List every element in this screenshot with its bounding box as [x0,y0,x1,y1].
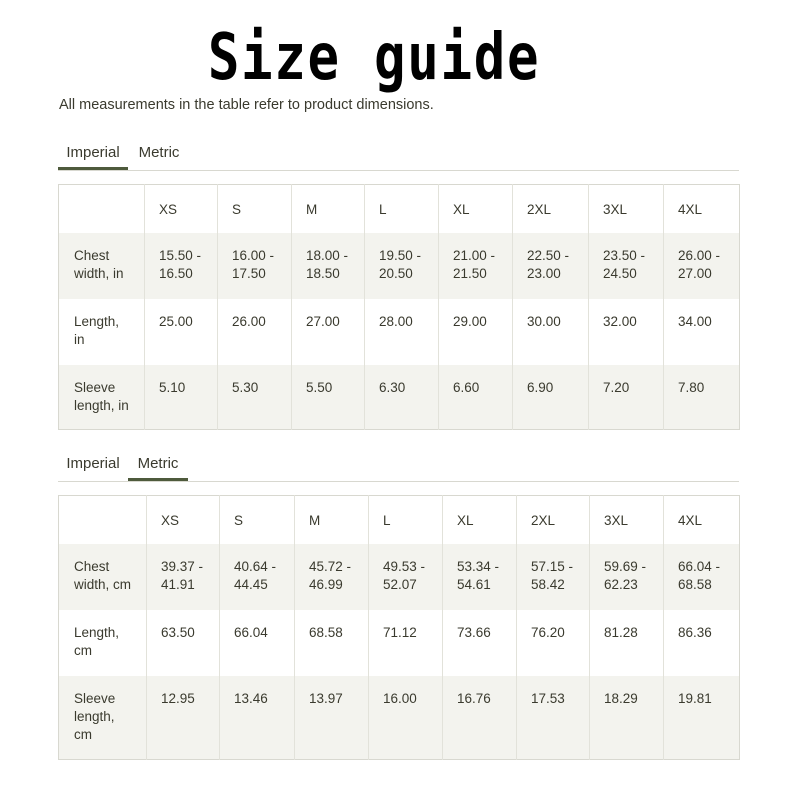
table-row [59,299,740,365]
size-header-cell: S [220,496,295,544]
page-subtitle: All measurements in the table refer to product dimensions. [59,97,434,113]
measurement-cell [218,365,292,430]
row-label-line: Chest [74,247,110,263]
size-header-cell: 4XL [664,496,740,544]
measurement-value: 30.00 [527,313,561,329]
unit-tabs-imperial [58,140,739,171]
measurement-value: 21.00 - [453,247,496,263]
size-header-row [59,185,740,233]
measurement-cell [365,365,439,430]
measurement-value: 39.37 - [161,558,204,574]
measurement-value: 63.50 [161,624,195,640]
tab-imperial[interactable]: Imperial [66,455,120,472]
size-header-cell: 3XL [589,185,664,233]
measurement-value: 6.90 [527,379,554,395]
measurement-value: 58.42 [531,576,565,592]
measurement-cell [439,233,513,299]
measurement-value: 5.30 [232,379,259,395]
measurement-cell [590,610,664,676]
measurement-cell [664,233,740,299]
measurement-value: 73.66 [457,624,491,640]
measurement-value: 5.10 [159,379,186,395]
measurement-value: 7.20 [603,379,630,395]
measurement-cell [369,676,443,760]
row-label-line: Sleeve [74,379,116,395]
measurement-value: 76.20 [531,624,565,640]
row-label [59,610,147,676]
measurement-cell [292,365,365,430]
measurement-cell [443,610,517,676]
size-header-cell: 4XL [664,185,740,233]
measurement-value: 81.28 [604,624,638,640]
measurement-value: 19.81 [678,690,712,706]
row-label [59,544,147,610]
row-label-line: Length, [74,624,120,640]
measurement-value: 57.15 - [531,558,574,574]
measurement-cell [590,544,664,610]
size-header-cell: XL [439,185,513,233]
header-corner-cell [59,496,147,544]
measurement-value: 86.36 [678,624,712,640]
measurement-value: 12.95 [161,690,195,706]
measurement-value: 21.50 [453,265,487,281]
measurement-value: 52.07 [383,576,417,592]
measurement-cell [292,299,365,365]
measurement-cell [147,544,220,610]
measurement-value: 68.58 [309,624,343,640]
measurement-cell [517,610,590,676]
measurement-cell [295,544,369,610]
measurement-value: 20.50 [379,265,413,281]
measurement-cell [513,365,589,430]
measurement-cell [590,676,664,760]
measurement-value: 18.00 - [306,247,349,263]
measurement-value: 26.00 - [678,247,721,263]
measurement-cell [369,544,443,610]
measurement-value: 66.04 [234,624,268,640]
measurement-cell [513,299,589,365]
measurement-cell [439,299,513,365]
table-row [59,610,740,676]
size-header-cell: 2XL [513,185,589,233]
size-table-metric [58,495,740,760]
size-header-cell: S [218,185,292,233]
row-label-line: length, [74,708,115,724]
row-label [59,299,145,365]
measurement-cell [589,299,664,365]
row-label-line: width, in [74,265,124,281]
size-header-cell: M [295,496,369,544]
measurement-value: 71.12 [383,624,417,640]
measurement-cell [220,544,295,610]
measurement-value: 41.91 [161,576,195,592]
table-row [59,233,740,299]
measurement-cell [147,610,220,676]
measurement-cell [365,299,439,365]
measurement-value: 16.00 [383,690,417,706]
measurement-value: 68.58 [678,576,712,592]
measurement-cell [295,610,369,676]
measurement-value: 13.46 [234,690,268,706]
measurement-value: 54.61 [457,576,491,592]
measurement-cell [664,610,740,676]
row-label-line: in [74,331,85,347]
measurement-cell [145,365,218,430]
size-header-cell: XL [443,496,517,544]
measurement-value: 15.50 - [159,247,202,263]
measurement-cell [220,610,295,676]
measurement-cell [664,544,740,610]
measurement-cell [365,233,439,299]
measurement-value: 24.50 [603,265,637,281]
measurement-cell [292,233,365,299]
size-header-cell: XS [147,496,220,544]
measurement-value: 25.00 [159,313,193,329]
row-label [59,676,147,760]
table-row [59,676,740,760]
size-header-cell: XS [145,185,218,233]
measurement-value: 27.00 [306,313,340,329]
measurement-value: 16.50 [159,265,193,281]
measurement-cell [589,365,664,430]
measurement-cell [664,676,740,760]
measurement-value: 40.64 - [234,558,277,574]
row-label-line: Chest [74,558,110,574]
measurement-value: 19.50 - [379,247,422,263]
measurement-cell [369,610,443,676]
measurement-cell [147,676,220,760]
measurement-cell [295,676,369,760]
unit-tabs-metric [58,451,739,482]
measurement-cell [439,365,513,430]
measurement-cell [145,299,218,365]
header-corner-cell [59,185,145,233]
tab-imperial[interactable]: Imperial [58,140,128,168]
measurement-value: 66.04 - [678,558,721,574]
tab-metric[interactable]: Metric [138,144,180,161]
size-header-cell: 3XL [590,496,664,544]
measurement-value: 49.53 - [383,558,426,574]
row-label [59,365,145,430]
measurement-value: 17.50 [232,265,266,281]
tab-metric[interactable]: Metric [128,451,188,479]
size-header-row [59,496,740,544]
measurement-cell [664,299,740,365]
row-label-line: width, cm [74,576,132,592]
measurement-value: 23.00 [527,265,561,281]
table-row [59,365,740,430]
measurement-value: 62.23 [604,576,638,592]
measurement-value: 29.00 [453,313,487,329]
measurement-value: 17.53 [531,690,565,706]
measurement-cell [589,233,664,299]
measurement-value: 32.00 [603,313,637,329]
measurement-value: 18.50 [306,265,340,281]
size-header-cell: L [369,496,443,544]
row-label [59,233,145,299]
measurement-cell [220,676,295,760]
measurement-value: 16.76 [457,690,491,706]
measurement-value: 7.80 [678,379,705,395]
measurement-cell [145,233,218,299]
row-label-line: Sleeve [74,690,116,706]
measurement-value: 46.99 [309,576,343,592]
row-label-line: cm [74,726,92,742]
size-header-cell: L [365,185,439,233]
measurement-value: 13.97 [309,690,343,706]
measurement-value: 59.69 - [604,558,647,574]
measurement-cell [513,233,589,299]
page-title: Size guide [207,21,541,95]
measurement-cell [443,544,517,610]
measurement-value: 27.00 [678,265,712,281]
measurement-value: 6.30 [379,379,406,395]
row-label-line: length, in [74,397,129,413]
size-header-cell: 2XL [517,496,590,544]
measurement-cell [517,544,590,610]
measurement-cell [443,676,517,760]
row-label-line: Length, [74,313,120,329]
measurement-value: 5.50 [306,379,333,395]
measurement-value: 53.34 - [457,558,500,574]
measurement-value: 18.29 [604,690,638,706]
size-header-cell: M [292,185,365,233]
size-table-imperial [58,184,740,430]
measurement-cell [517,676,590,760]
measurement-value: 6.60 [453,379,480,395]
measurement-value: 22.50 - [527,247,570,263]
measurement-value: 26.00 [232,313,266,329]
measurement-cell [218,233,292,299]
measurement-cell [218,299,292,365]
measurement-value: 34.00 [678,313,712,329]
measurement-value: 44.45 [234,576,268,592]
row-label-line: cm [74,642,92,658]
measurement-value: 28.00 [379,313,413,329]
measurement-value: 45.72 - [309,558,352,574]
measurement-value: 23.50 - [603,247,646,263]
measurement-value: 16.00 - [232,247,275,263]
table-row [59,544,740,610]
measurement-cell [664,365,740,430]
